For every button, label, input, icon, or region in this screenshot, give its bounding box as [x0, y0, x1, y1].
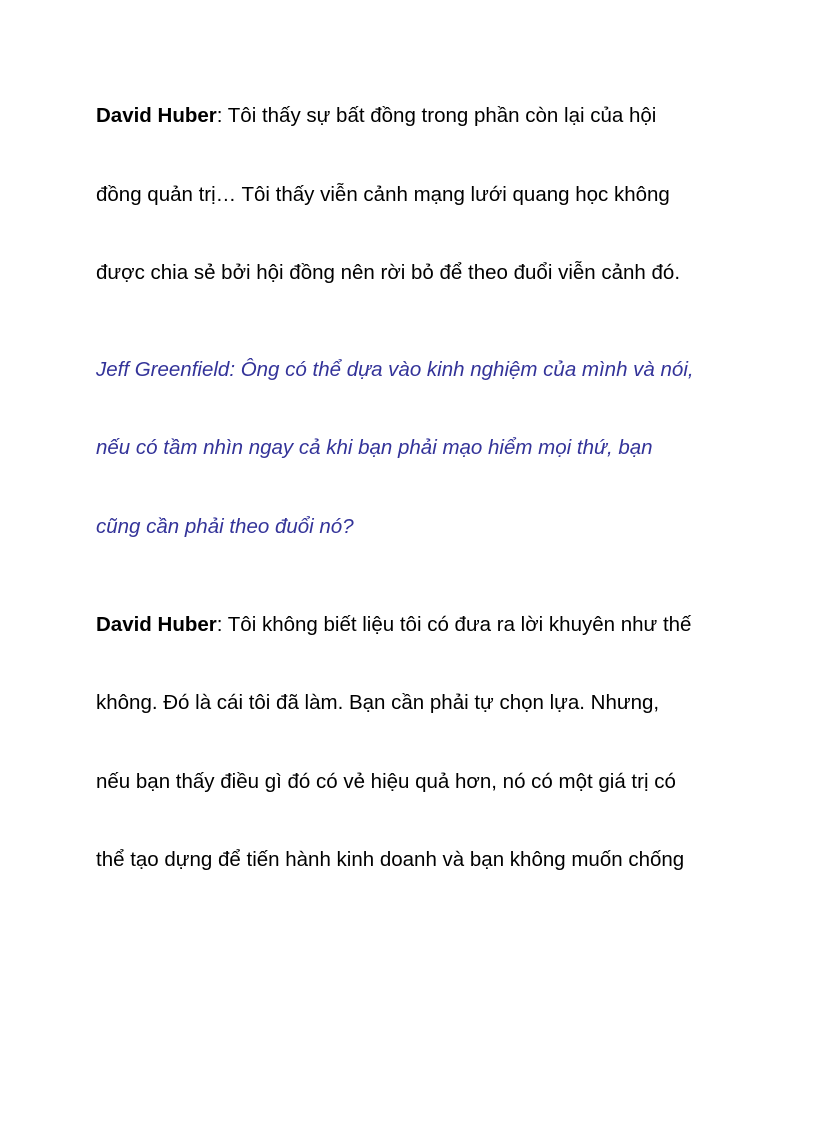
paragraph-line: được chia sẻ bởi hội đồng nên rời bỏ để theo đuổi viễn cảnh đó.	[96, 261, 681, 284]
line-text: : Tôi không biết liệu tôi có đưa ra lời khuyên như thế	[216, 613, 692, 636]
paragraph-line: Jeff Greenfield: Ông có thể dựa vào kinh nghiệm của mình và nói,	[96, 358, 694, 381]
paragraph-line: nếu bạn thấy điều gì đó có vẻ hiệu quả hơn, nó có một giá trị có	[96, 770, 676, 793]
paragraph-line: cũng cần phải theo đuổi nó?	[96, 515, 354, 538]
paragraph-line: thể tạo dựng để tiến hành kinh doanh và bạn không muốn chống	[96, 848, 685, 871]
paragraph-line: không. Đó là cái tôi đã làm. Bạn cần phải tự chọn lựa. Nhưng,	[96, 691, 660, 714]
speaker-name: David Huber	[96, 104, 217, 127]
paragraph-line: nếu có tầm nhìn ngay cả khi bạn phải mạo hiểm mọi thứ, bạn	[96, 436, 653, 459]
paragraph-line	[96, 613, 691, 637]
paragraph-line: đồng quản trị… Tôi thấy viễn cảnh mạng lưới quang học không	[96, 183, 670, 206]
line-text: : Tôi thấy sự bất đồng trong phần còn lại của hội	[216, 104, 657, 127]
paragraph-line	[96, 104, 656, 128]
speaker-name: David Huber	[96, 613, 217, 636]
